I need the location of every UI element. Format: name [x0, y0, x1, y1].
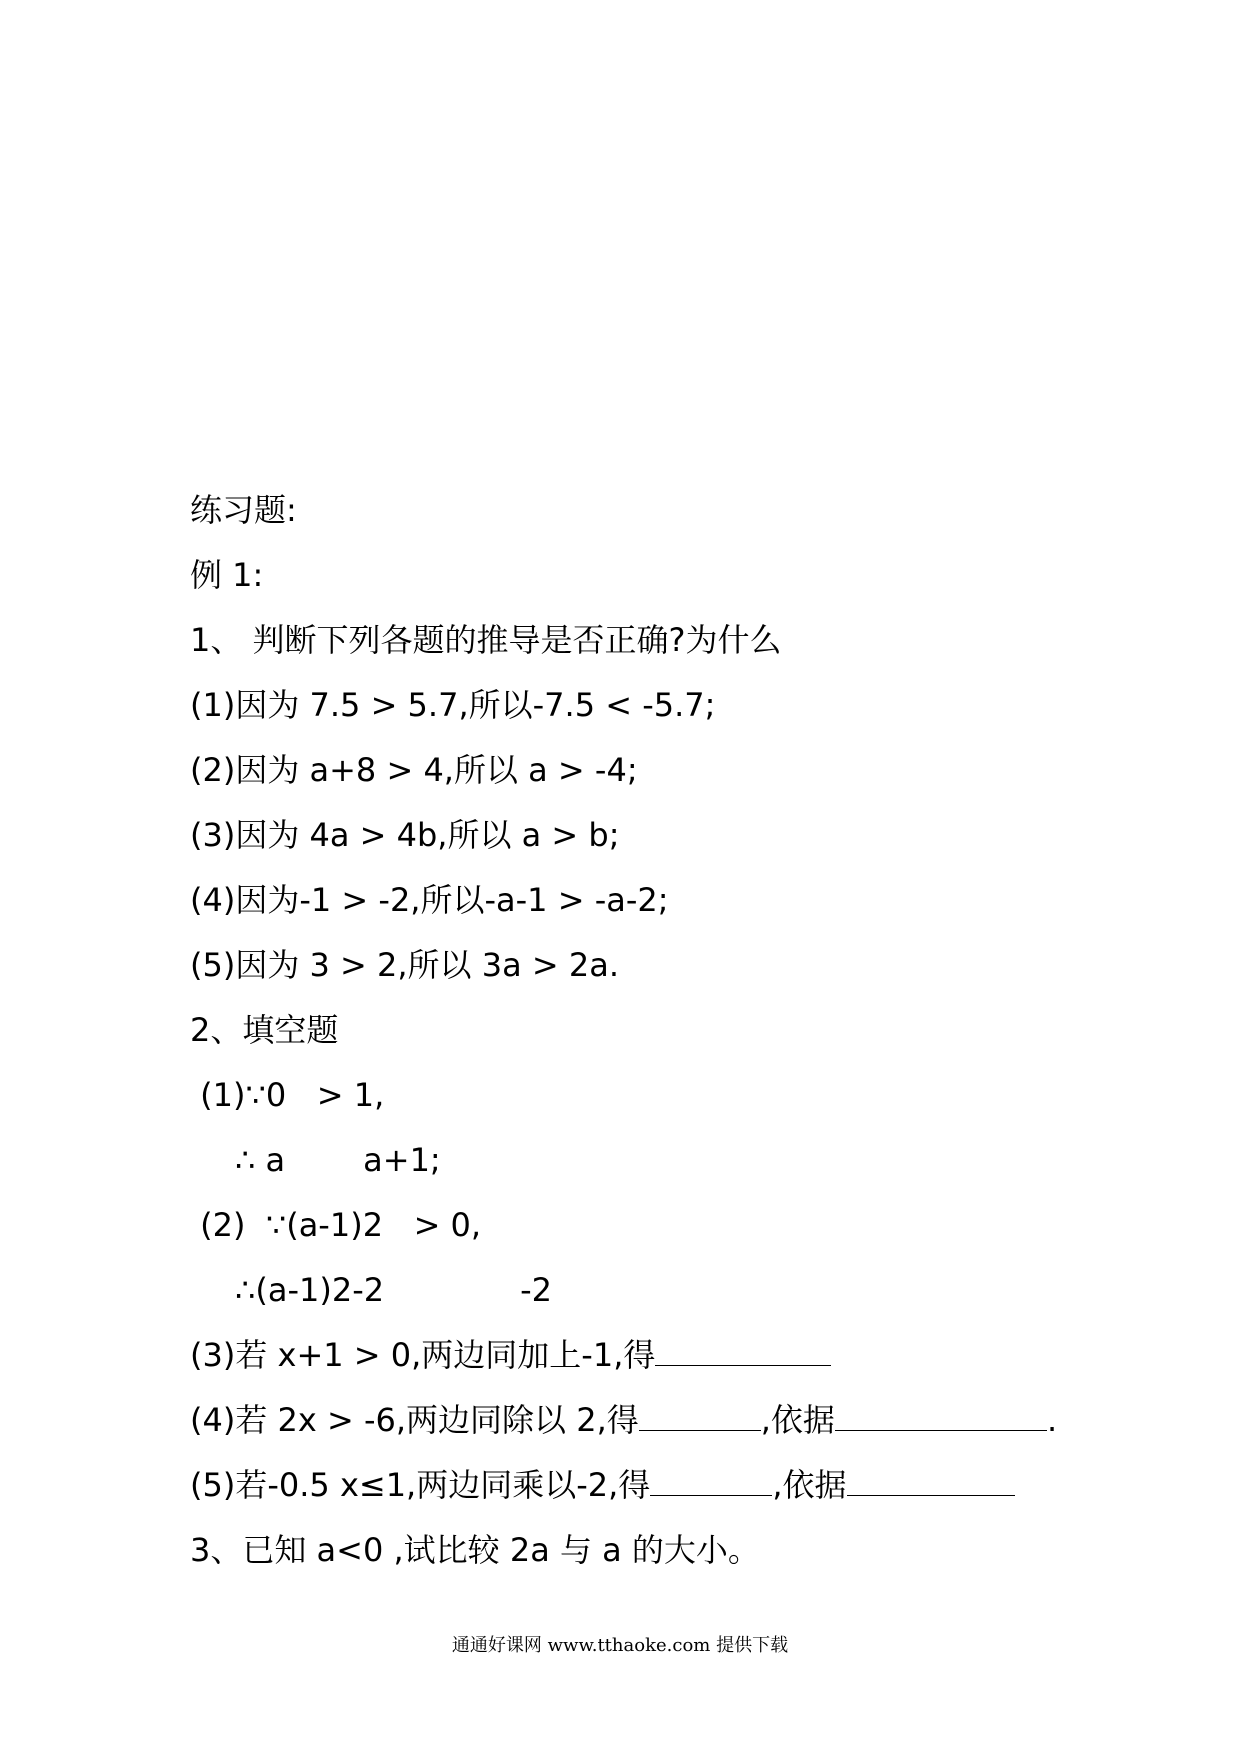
fill-1-line-1: (1)∵0 > 1,: [190, 1076, 385, 1114]
fill-5-basis-label: ,依据: [772, 1466, 847, 1504]
question-1-item-5: (5)因为 3 > 2,所以 3a > 2a.: [190, 946, 619, 984]
fill-2-line-1: (2) ∵(a-1)2 > 0,: [190, 1206, 482, 1244]
question-2-title: 2、填空题: [190, 1011, 339, 1049]
fill-1-right: a+1;: [363, 1141, 441, 1179]
fill-4-period: .: [1046, 1401, 1058, 1439]
question-3: 3、已知 a<0 ,试比较 2a 与 a 的大小。: [190, 1531, 760, 1569]
fill-3-line: [190, 1335, 831, 1375]
fill-2-line-2: [235, 1270, 552, 1310]
example-label: 例 1:: [190, 556, 264, 594]
fill-2-left: ∴(a-1)2-2: [235, 1271, 385, 1309]
question-1-item-2: (2)因为 a+8 > 4,所以 a > -4;: [190, 751, 638, 789]
fill-5-line: [190, 1465, 1015, 1505]
fill-2-right: -2: [520, 1271, 553, 1309]
fill-3-blank[interactable]: [655, 1335, 831, 1366]
fill-4-text: (4)若 2x > -6,两边同除以 2,得: [190, 1401, 639, 1439]
fill-4-answer-blank[interactable]: [639, 1400, 761, 1431]
question-1-item-4: (4)因为-1 > -2,所以-a-1 > -a-2;: [190, 881, 669, 919]
question-1-item-3: (3)因为 4a > 4b,所以 a > b;: [190, 816, 620, 854]
exercise-heading: 练习题:: [190, 491, 297, 529]
fill-3-text: (3)若 x+1 > 0,两边同加上-1,得: [190, 1336, 656, 1374]
question-1-item-1: (1)因为 7.5 > 5.7,所以-7.5 < -5.7;: [190, 686, 716, 724]
fill-4-basis-label: ,依据: [760, 1401, 835, 1439]
fill-1-left: ∴ a: [235, 1141, 286, 1179]
fill-5-basis-blank[interactable]: [847, 1465, 1015, 1496]
fill-5-answer-blank[interactable]: [650, 1465, 772, 1496]
fill-5-text: (5)若-0.5 x≤1,两边同乘以-2,得: [190, 1466, 651, 1504]
fill-4-basis-blank[interactable]: [835, 1400, 1047, 1431]
footer-credit: 通通好课网 www.tthaoke.com 提供下载: [451, 1635, 789, 1656]
fill-1-line-2: [235, 1140, 441, 1180]
question-1-title: 1、 判断下列各题的推导是否正确?为什么: [190, 621, 782, 659]
fill-4-line: [190, 1400, 1057, 1440]
